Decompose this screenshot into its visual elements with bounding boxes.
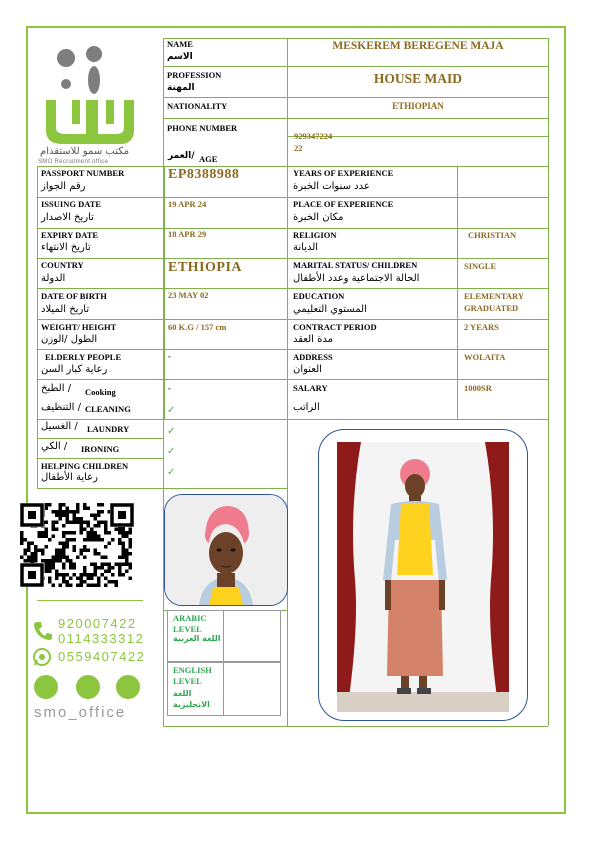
grid-line [37,319,548,320]
phone-value: 929347224 [294,131,333,141]
grid-line [163,66,548,67]
education-label-ar: المستوي التعليمي [293,304,367,315]
address-label-ar: العنوان [293,364,322,375]
cooking-label: Cooking [85,387,116,397]
cleaning-label-ar: التنظيف / [41,402,81,413]
grid-line [37,438,164,439]
dob-label: DATE OF BIRTH [41,291,107,301]
name-value: MESKEREM BEREGENE MAJA [332,40,504,52]
dob-value: 23 MAY 02 [168,290,209,300]
snapchat-icon[interactable] [116,675,140,699]
issuing-date-value: 19 APR 24 [168,199,207,209]
issuing-date-label-ar: تاريخ الاصدار [41,212,94,223]
logo-english-name: SMO Recruitment office [38,159,109,165]
logo-arabic-name: مكتب سمو للاستقدام [40,146,130,157]
salary-value: 1000SR [464,383,492,393]
contract-period-label: CONTRACT PERIOD [293,322,377,332]
cleaning-check-icon: ✓ [167,405,176,416]
grid-line [37,419,548,420]
nationality-value: ETHIOPIAN [392,101,444,111]
elderly-value: - [168,351,171,361]
english-level-label: ENGLISH LEVEL [173,665,212,686]
salary-label-ar: الراتب [293,402,320,413]
grid-line [163,118,548,119]
age-value: 22 [294,143,303,153]
arabic-level-label: ARABIC LEVEL [173,613,207,634]
laundry-label-ar: الغسيل / [41,421,78,432]
grid-line [223,610,224,716]
age-label: AGE [199,154,218,164]
grid-line [163,38,548,39]
ironing-check-icon: ✓ [167,446,176,457]
elderly-label-ar: رعاية كبار السن [41,364,108,375]
ironing-label: IRONING [81,444,120,454]
helping-children-label-ar: رعاية الأطفال [41,472,98,483]
marital-status-label-ar: الحالة الاجتماعية وعدد الأطفال [293,273,420,284]
instagram-icon[interactable] [76,675,100,699]
grid-line [37,349,548,350]
grid-line [163,97,548,98]
grid-line [37,258,548,259]
expiry-date-label: EXPIRY DATE [41,230,99,240]
education-label: EDUCATION [293,291,345,301]
contact-separator [37,600,143,601]
qr-code [20,503,134,587]
grid-line [37,458,164,459]
full-body-photo [318,429,528,721]
grid-line [163,726,548,727]
grid-line [37,166,548,167]
name-label: NAME [167,39,193,49]
marital-status-label: MARITAL STATUS/ CHILDREN [293,260,418,270]
grid-line [164,166,165,420]
twitter-icon[interactable] [34,675,58,699]
passport-label-ar: رقم الجواز [41,181,86,192]
helping-children-check-icon: ✓ [167,467,176,478]
country-label: COUNTRY [41,260,84,270]
passport-label: PASSPORT NUMBER [41,168,125,178]
address-label: ADDRESS [293,352,333,362]
cooking-value: - [168,383,171,393]
grid-line [37,379,548,380]
grid-line [287,38,288,726]
phone-label: PHONE NUMBER [167,123,238,133]
salary-label: SALARY [293,383,328,393]
whatsapp-icon [32,647,52,672]
whatsapp-number: 0559407422 [58,649,146,664]
grid-line [37,488,287,489]
experience-place-label: PLACE OF EXPERIENCE [293,199,394,209]
profession-label-ar: المهنة [167,83,195,93]
marital-status-value: SINGLE [464,261,497,271]
contract-period-label-ar: مدة العقد [293,334,333,345]
social-handle: smo_office [34,704,127,721]
phone-number-2: 0114333312 [58,631,145,646]
cleaning-label: CLEANING [85,404,131,414]
religion-label: RELIGION [293,230,337,240]
face-photo [164,494,288,606]
expiry-date-value: 18 APR 29 [168,229,207,239]
elderly-label: ELDERLY PEOPLE [45,352,122,362]
helping-children-label: HELPING CHILDREN [41,461,129,471]
religion-label-ar: الديانة [293,242,319,253]
name-label-ar: الاسم [167,52,193,62]
expiry-date-label-ar: تاريخ الانتهاء [41,242,91,253]
laundry-label: LAUNDRY [87,424,130,434]
weight-height-label: WEIGHT/ HEIGHT [41,322,117,332]
grid-line [37,197,548,198]
weight-height-value: 60 K.G / 157 cm [168,322,227,332]
education-value: ELEMENTARY GRADUATED [464,291,524,313]
passport-value: EP8388988 [168,167,240,182]
address-value: WOLAITA [464,352,506,362]
laundry-check-icon: ✓ [167,426,176,437]
experience-years-label-ar: عدد سنوات الخبرة [293,181,370,192]
experience-years-label: YEARS OF EXPERIENCE [293,168,394,178]
ironing-label-ar: الكي / [41,441,68,452]
experience-place-label-ar: مكان الخبرة [293,212,344,223]
religion-value: CHRISTIAN [468,230,517,240]
grid-line [548,38,549,726]
grid-line [457,166,458,420]
age-label-ar: العمر/ [168,151,195,161]
profession-value: HOUSE MAID [373,71,463,86]
country-value: ETHIOPIA [168,260,243,275]
nationality-label: NATIONALITY [167,101,228,111]
cooking-label-ar: الطبخ / [41,383,72,394]
english-level-label-ar: اللغة الانجليزية [173,689,210,709]
grid-line [37,228,548,229]
issuing-date-label: ISSUING DATE [41,199,102,209]
country-label-ar: الدولة [41,273,66,284]
contract-period-value: 2 YEARS [464,322,499,332]
profession-label: PROFESSION [167,70,222,80]
arabic-level-label-ar: اللغة العربية [173,634,221,643]
phone-number-1: 920007422 [58,616,137,631]
grid-line [37,288,548,289]
phone-icon [32,620,54,647]
weight-height-label-ar: الطول /الوزن [41,334,98,345]
dob-label-ar: تاريخ الميلاد [41,304,90,315]
grid-line [37,166,38,488]
